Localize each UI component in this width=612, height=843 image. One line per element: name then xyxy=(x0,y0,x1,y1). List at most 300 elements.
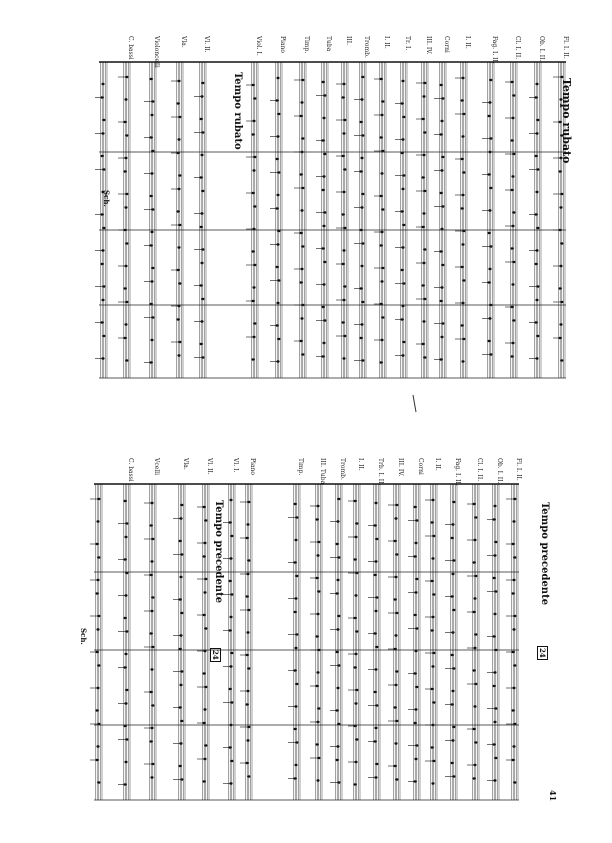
lower-note xyxy=(95,592,98,594)
lower-instrument-label: Corni xyxy=(417,458,424,475)
upper-note xyxy=(381,267,384,269)
upper-note xyxy=(276,302,279,304)
upper-note xyxy=(125,76,128,78)
lower-note xyxy=(394,742,397,744)
upper-note xyxy=(341,213,344,215)
lower-note xyxy=(229,616,232,618)
upper-note xyxy=(125,359,128,361)
upper-note xyxy=(360,265,363,267)
upper-note xyxy=(489,245,492,247)
upper-note xyxy=(560,359,563,361)
upper-note xyxy=(299,173,302,175)
upper-instrument-label: Violoncelli xyxy=(153,36,160,68)
lower-note xyxy=(179,576,182,578)
lower-note xyxy=(430,746,433,748)
lower-note xyxy=(124,653,127,655)
upper-note xyxy=(178,174,181,176)
lower-note xyxy=(395,778,398,780)
upper-note xyxy=(275,158,278,160)
lower-note xyxy=(295,741,298,743)
upper-note xyxy=(441,322,444,324)
upper-note xyxy=(253,97,256,99)
upper-tempo-top: Tempo rubato xyxy=(560,78,573,164)
upper-note xyxy=(277,171,280,173)
lower-note xyxy=(452,609,455,611)
lower-note xyxy=(293,611,296,613)
upper-note xyxy=(176,210,179,212)
lower-note xyxy=(393,706,396,708)
lower-note xyxy=(97,556,100,558)
upper-note xyxy=(462,279,465,281)
lower-note xyxy=(336,687,339,689)
upper-note xyxy=(343,168,346,170)
lower-note xyxy=(246,631,249,633)
upper-note xyxy=(301,245,304,247)
upper-note xyxy=(102,119,105,121)
lower-note xyxy=(513,664,516,666)
upper-note xyxy=(359,337,362,339)
lower-note xyxy=(294,764,297,766)
upper-note xyxy=(276,194,279,196)
upper-note xyxy=(558,170,561,172)
upper-note xyxy=(101,299,104,301)
upper-note xyxy=(439,84,442,86)
lower-note xyxy=(395,553,398,555)
lower-note xyxy=(472,561,475,563)
upper-note xyxy=(251,250,254,252)
upper-note xyxy=(379,244,382,246)
upper-note xyxy=(460,207,463,209)
upper-note xyxy=(359,121,362,123)
upper-note xyxy=(322,225,325,227)
upper-note xyxy=(560,193,563,195)
lower-note xyxy=(123,617,126,619)
upper-note xyxy=(439,192,442,194)
upper-note xyxy=(511,175,514,177)
lower-note xyxy=(125,630,128,632)
lower-note xyxy=(432,593,435,595)
lower-note xyxy=(295,633,298,635)
upper-note xyxy=(512,319,515,321)
upper-note xyxy=(423,248,426,250)
upper-note xyxy=(253,205,256,207)
lower-note xyxy=(452,501,455,503)
lower-note xyxy=(317,541,320,543)
lower-note xyxy=(150,560,153,562)
upper-note xyxy=(440,120,443,122)
upper-note xyxy=(512,261,515,263)
upper-note xyxy=(489,353,492,355)
upper-note xyxy=(151,316,154,318)
lower-note xyxy=(431,665,434,667)
lower-note xyxy=(415,519,418,521)
lower-note xyxy=(494,757,497,759)
lower-note xyxy=(511,592,514,594)
upper-note xyxy=(379,361,382,363)
upper-note xyxy=(322,117,325,119)
upper-note xyxy=(100,263,103,265)
lower-note xyxy=(493,613,496,615)
upper-note xyxy=(512,153,515,155)
upper-note xyxy=(251,133,254,135)
upper-note xyxy=(201,82,204,84)
lower-note xyxy=(180,670,183,672)
upper-instrument-label: I. II. xyxy=(383,36,390,49)
lower-note xyxy=(246,739,249,741)
upper-note xyxy=(379,136,382,138)
upper-note xyxy=(176,318,179,320)
lower-note xyxy=(432,652,435,654)
upper-note xyxy=(461,360,464,362)
lower-note xyxy=(415,627,418,629)
footer-mark-top: Sch. xyxy=(102,190,111,207)
upper-note xyxy=(381,208,384,210)
lower-note xyxy=(230,535,233,537)
lower-note xyxy=(493,505,496,507)
lower-note xyxy=(150,776,153,778)
lower-note xyxy=(474,575,477,577)
upper-note xyxy=(300,101,303,103)
lower-note xyxy=(97,781,100,783)
lower-note xyxy=(229,499,232,501)
lower-note xyxy=(315,635,318,637)
lower-note xyxy=(355,689,358,691)
lower-note xyxy=(451,573,454,575)
upper-instrument-label: Viol. I. xyxy=(255,36,262,56)
upper-note xyxy=(253,322,256,324)
upper-instrument-label: Fl. I. II. xyxy=(562,36,569,59)
lower-instrument-label: Piano xyxy=(249,458,256,476)
lower-note xyxy=(473,597,476,599)
lower-note xyxy=(178,540,181,542)
lower-note xyxy=(203,591,206,593)
upper-note xyxy=(462,338,465,340)
upper-note xyxy=(441,97,444,99)
upper-note xyxy=(462,171,465,173)
lower-note xyxy=(353,666,356,668)
lower-note xyxy=(413,614,416,616)
lower-note xyxy=(294,539,297,541)
lower-note xyxy=(337,781,340,783)
upper-note xyxy=(512,94,515,96)
upper-instrument-label: Tr. I. xyxy=(404,36,411,51)
lower-note xyxy=(474,633,477,635)
lower-note xyxy=(125,738,128,740)
lower-note xyxy=(355,522,358,524)
upper-note xyxy=(361,301,364,303)
upper-note xyxy=(125,242,128,244)
upper-note xyxy=(341,321,344,323)
upper-note xyxy=(177,138,180,140)
lower-note xyxy=(151,538,154,540)
upper-note xyxy=(321,306,324,308)
upper-note xyxy=(559,323,562,325)
upper-note xyxy=(423,356,426,358)
lower-note xyxy=(317,757,320,759)
lower-note xyxy=(472,669,475,671)
upper-note xyxy=(252,286,255,288)
upper-note xyxy=(381,316,384,318)
lower-note xyxy=(149,524,152,526)
upper-note xyxy=(402,224,405,226)
lower-note xyxy=(492,577,495,579)
lower-note xyxy=(204,744,207,746)
lower-note xyxy=(124,536,127,538)
lower-note xyxy=(295,683,298,685)
upper-note xyxy=(342,132,345,134)
lower-instrument-label: Fl. I. II. xyxy=(515,458,522,481)
upper-note xyxy=(149,78,152,80)
lower-note xyxy=(375,646,378,648)
upper-note xyxy=(343,119,346,121)
upper-note xyxy=(123,170,126,172)
upper-note xyxy=(402,282,405,284)
upper-note xyxy=(402,174,405,176)
upper-note xyxy=(487,340,490,342)
upper-note xyxy=(423,190,426,192)
upper-instrument-label: Tromb. xyxy=(363,36,370,58)
upper-note xyxy=(536,168,539,170)
upper-note xyxy=(277,279,280,281)
lower-note xyxy=(375,763,378,765)
lower-note xyxy=(472,777,475,779)
lower-note xyxy=(450,537,453,539)
upper-note xyxy=(124,323,127,325)
lower-note xyxy=(247,609,250,611)
lower-note xyxy=(125,689,128,691)
upper-note xyxy=(151,100,154,102)
upper-note xyxy=(462,113,465,115)
upper-note xyxy=(343,285,346,287)
upper-note xyxy=(201,356,204,358)
upper-note xyxy=(558,287,561,289)
upper-note xyxy=(361,359,364,361)
lower-note xyxy=(415,744,418,746)
lower-note xyxy=(395,670,398,672)
upper-note xyxy=(199,118,202,120)
lower-note xyxy=(432,535,435,537)
upper-note xyxy=(441,205,444,207)
lower-note xyxy=(151,596,154,598)
upper-note xyxy=(380,280,383,282)
upper-instrument-label: Vl. II. xyxy=(203,36,210,53)
lower-note xyxy=(293,728,296,730)
lower-note xyxy=(511,709,514,711)
page-divider-mark xyxy=(413,395,416,412)
page-number: 41 xyxy=(548,790,558,802)
lower-note xyxy=(375,596,378,598)
lower-note xyxy=(413,722,416,724)
lower-note xyxy=(247,667,250,669)
upper-note xyxy=(560,242,563,244)
lower-tempo-strings: Tempo precedente xyxy=(213,500,224,604)
lower-instrument-label: I. II. xyxy=(434,458,441,471)
upper-instrument-label: Tuba xyxy=(325,36,332,52)
upper-note xyxy=(151,267,154,269)
upper-note xyxy=(101,83,104,85)
lower-note xyxy=(414,542,417,544)
lower-note xyxy=(151,704,154,706)
lower-note xyxy=(123,500,126,502)
upper-note xyxy=(322,342,325,344)
upper-note xyxy=(277,113,280,115)
lower-note xyxy=(450,654,453,656)
lower-note xyxy=(413,506,416,508)
upper-note xyxy=(559,206,562,208)
lower-note xyxy=(394,517,397,519)
upper-note xyxy=(341,96,344,98)
lower-note xyxy=(204,686,207,688)
lower-note xyxy=(180,553,183,555)
lower-note xyxy=(151,646,154,648)
upper-note xyxy=(301,187,304,189)
lower-note xyxy=(317,590,320,592)
upper-note xyxy=(252,169,255,171)
lower-note xyxy=(452,667,455,669)
upper-note xyxy=(535,83,538,85)
lower-note xyxy=(247,559,250,561)
lower-note xyxy=(315,518,318,520)
upper-note xyxy=(323,319,326,321)
upper-note xyxy=(102,168,105,170)
upper-note xyxy=(323,153,326,155)
upper-note xyxy=(201,190,204,192)
lower-system xyxy=(90,484,519,800)
lower-note xyxy=(230,701,233,703)
lower-note xyxy=(394,634,397,636)
lower-note xyxy=(97,498,100,500)
upper-note xyxy=(124,206,127,208)
lower-instrument-label: I. II. xyxy=(357,458,364,471)
upper-note xyxy=(201,298,204,300)
lower-note xyxy=(228,580,231,582)
lower-note xyxy=(415,686,418,688)
upper-note xyxy=(488,268,491,270)
rehearsal-mark-strings: 24 xyxy=(211,650,220,660)
lower-instrument-label: Ob. I. II. xyxy=(496,458,503,484)
lower-note xyxy=(474,516,477,518)
upper-note xyxy=(150,339,153,341)
lower-note xyxy=(452,775,455,777)
lower-note xyxy=(374,727,377,729)
upper-instrument-label: Vla. xyxy=(180,36,187,48)
lower-note xyxy=(337,615,340,617)
upper-note xyxy=(323,261,326,263)
lower-note xyxy=(247,501,250,503)
upper-note xyxy=(441,156,444,158)
lower-note xyxy=(494,707,497,709)
upper-note xyxy=(149,195,152,197)
upper-note xyxy=(422,95,425,97)
lower-note xyxy=(474,683,477,685)
lower-note xyxy=(431,782,434,784)
lower-instrument-label: Trb. I. II. xyxy=(377,458,384,486)
lower-note xyxy=(95,709,98,711)
upper-note xyxy=(102,227,105,229)
upper-instrument-label: C. bassi xyxy=(127,36,134,60)
upper-note xyxy=(323,211,326,213)
upper-note xyxy=(299,281,302,283)
lower-note xyxy=(395,720,398,722)
upper-note xyxy=(150,231,153,233)
lower-note xyxy=(353,558,356,560)
upper-note xyxy=(342,357,345,359)
upper-note xyxy=(177,246,180,248)
upper-note xyxy=(361,134,364,136)
lower-note xyxy=(315,743,318,745)
lower-note xyxy=(414,758,417,760)
upper-note xyxy=(423,82,426,84)
upper-instrument-label: Corni xyxy=(443,36,450,53)
upper-system xyxy=(95,62,566,378)
upper-note xyxy=(402,116,405,118)
upper-note xyxy=(321,189,324,191)
lower-note xyxy=(395,504,398,506)
upper-note xyxy=(253,156,256,158)
upper-note xyxy=(401,188,404,190)
lower-note xyxy=(97,615,100,617)
upper-note xyxy=(361,242,364,244)
upper-note xyxy=(301,137,304,139)
upper-note xyxy=(125,134,128,136)
lower-note xyxy=(228,688,231,690)
upper-note xyxy=(422,212,425,214)
upper-note xyxy=(536,119,539,121)
lower-instrument-label: Vl. II. xyxy=(206,458,213,475)
lower-instrument-label: Vla. xyxy=(182,458,189,470)
lower-instrument-label: Cl. I. II. xyxy=(476,458,483,482)
lower-note xyxy=(230,760,233,762)
lower-instrument-label: III. Tuba xyxy=(319,458,326,485)
upper-instrument-label: III. xyxy=(345,36,352,46)
lower-instrument-label: Vl. I. xyxy=(232,458,239,473)
lower-note xyxy=(203,708,206,710)
lower-note xyxy=(355,738,358,740)
lower-note xyxy=(230,593,233,595)
upper-note xyxy=(560,301,563,303)
lower-note xyxy=(354,702,357,704)
lower-note xyxy=(149,632,152,634)
upper-note xyxy=(178,282,181,284)
lower-note xyxy=(202,555,205,557)
lower-note xyxy=(492,685,495,687)
upper-note xyxy=(177,354,180,356)
upper-note xyxy=(276,77,279,79)
upper-note xyxy=(536,285,539,287)
lower-note xyxy=(415,578,418,580)
lower-note xyxy=(374,610,377,612)
upper-note xyxy=(360,157,363,159)
upper-note xyxy=(487,115,490,117)
upper-note xyxy=(361,193,364,195)
lower-note xyxy=(178,765,181,767)
lower-note xyxy=(245,703,248,705)
lower-note xyxy=(96,628,99,630)
upper-note xyxy=(178,341,181,343)
lower-tempo-top: Tempo precedente xyxy=(539,502,550,606)
upper-note xyxy=(380,172,383,174)
upper-note xyxy=(323,94,326,96)
upper-note xyxy=(535,299,538,301)
lower-note xyxy=(335,651,338,653)
upper-note xyxy=(461,243,464,245)
lower-note xyxy=(512,520,515,522)
lower-note xyxy=(204,519,207,521)
lower-instrument-label: Vcelli xyxy=(153,458,160,476)
lower-note xyxy=(512,628,515,630)
upper-instrument-label: Cl. I. II. xyxy=(514,36,521,60)
upper-note xyxy=(100,155,103,157)
